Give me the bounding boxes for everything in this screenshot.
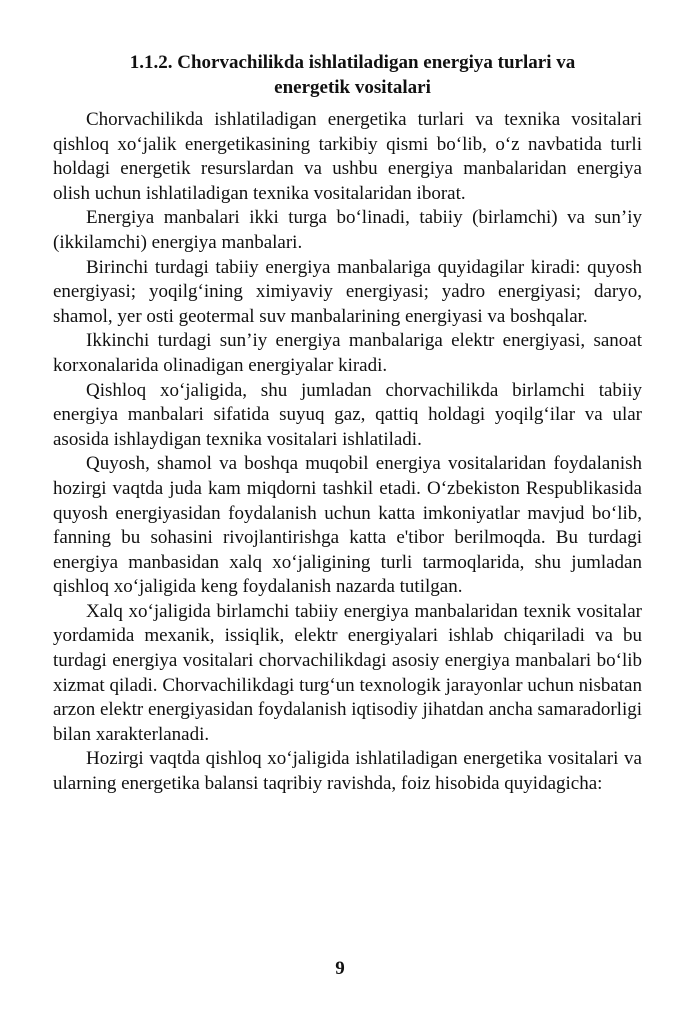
paragraph: Xalq xo‘jaligida birlamchi tabiiy energiya manbalaridan texnik vositalar yordamida mexanik, issiqlik, elektr energiyalari ishlab chiqariladi va bu turdagi energiya vositalari chorvachilikdagi asosiy energiya manbalari bo‘lib xizmat qiladi. Chorvachilikdagi turg‘un texnologik jarayonlar uchun nisbatan arzon elektr energiyasidan foydalanish iqtisodiy jihatdan ancha samaradorligi bilan xarakterlanadi. [53, 600, 642, 745]
section-heading [53, 50, 642, 100]
section-heading-line-1: 1.1.2. Chorvachilikda ishlatiladigan energiya turlari va [129, 52, 576, 73]
section-heading-line-2: energetik vositalari [274, 77, 431, 98]
paragraph: Ikkinchi turdagi sun’iy energiya manbalariga elektr energiyasi, sanoat korxonalarida olinadigan energiyalar kiradi. [53, 330, 642, 376]
body-text [53, 108, 642, 797]
paragraph: Qishloq xo‘jaligida, shu jumladan chorvachilikda birlamchi tabiiy energiya manbalari sifatida suyuq gaz, qattiq holdagi yoqilg‘ilar va ular asosida ishlaydigan texnika vositalari ishlatiladi. [53, 379, 642, 450]
paragraph: Birinchi turdagi tabiiy energiya manbalariga quyidagilar kiradi: quyosh energiyasi; yoqilg‘ining ximiyaviy energiyasi; yadro energiyasi; daryo, shamol, yer osti geotermal suv manbalarining energiyasi va boshqalar. [53, 256, 642, 327]
paragraph: Energiya manbalari ikki turga bo‘linadi, tabiiy (birlamchi) va sun’iy (ikkilamchi) energiya manbalari. [53, 207, 642, 253]
paragraph: Hozirgi vaqtda qishloq xo‘jaligida ishlatiladigan energetika vositalari va ularning energetika balansi taqribiy ravishda, foiz hisobida quyidagicha: [53, 748, 642, 795]
paragraph: Chorvachilikda ishlatiladigan energetika turlari va texnika vositalari qishloq xo‘jalik energetikasining tarkibiy qismi bo‘lib, o‘z navbatida turli holdagi energetik resurslardan va ushbu energiya manbalaridan energiya olish uchun ishlatiladigan texnika vositalaridan iborat. [53, 109, 642, 204]
paragraph: Quyosh, shamol va boshqa muqobil energiya vositalaridan foydalanish hozirgi vaqtda juda kam miqdorni tashkil etadi. O‘zbekiston Respublikasida quyosh energiyasidan foydalanish uchun katta imkoniyatlar mavjud bo‘lib, fanning bu sohasini rivojlantirishga katta e'tibor berilmoqda. Bu turdagi energiya manbasidan xalq xo‘jaligining turli tarmoqlarida, shu jumladan qishloq xo‘jaligida keng foydalanish nazarda tutilgan. [53, 453, 642, 598]
page-number: 9 [335, 958, 345, 979]
